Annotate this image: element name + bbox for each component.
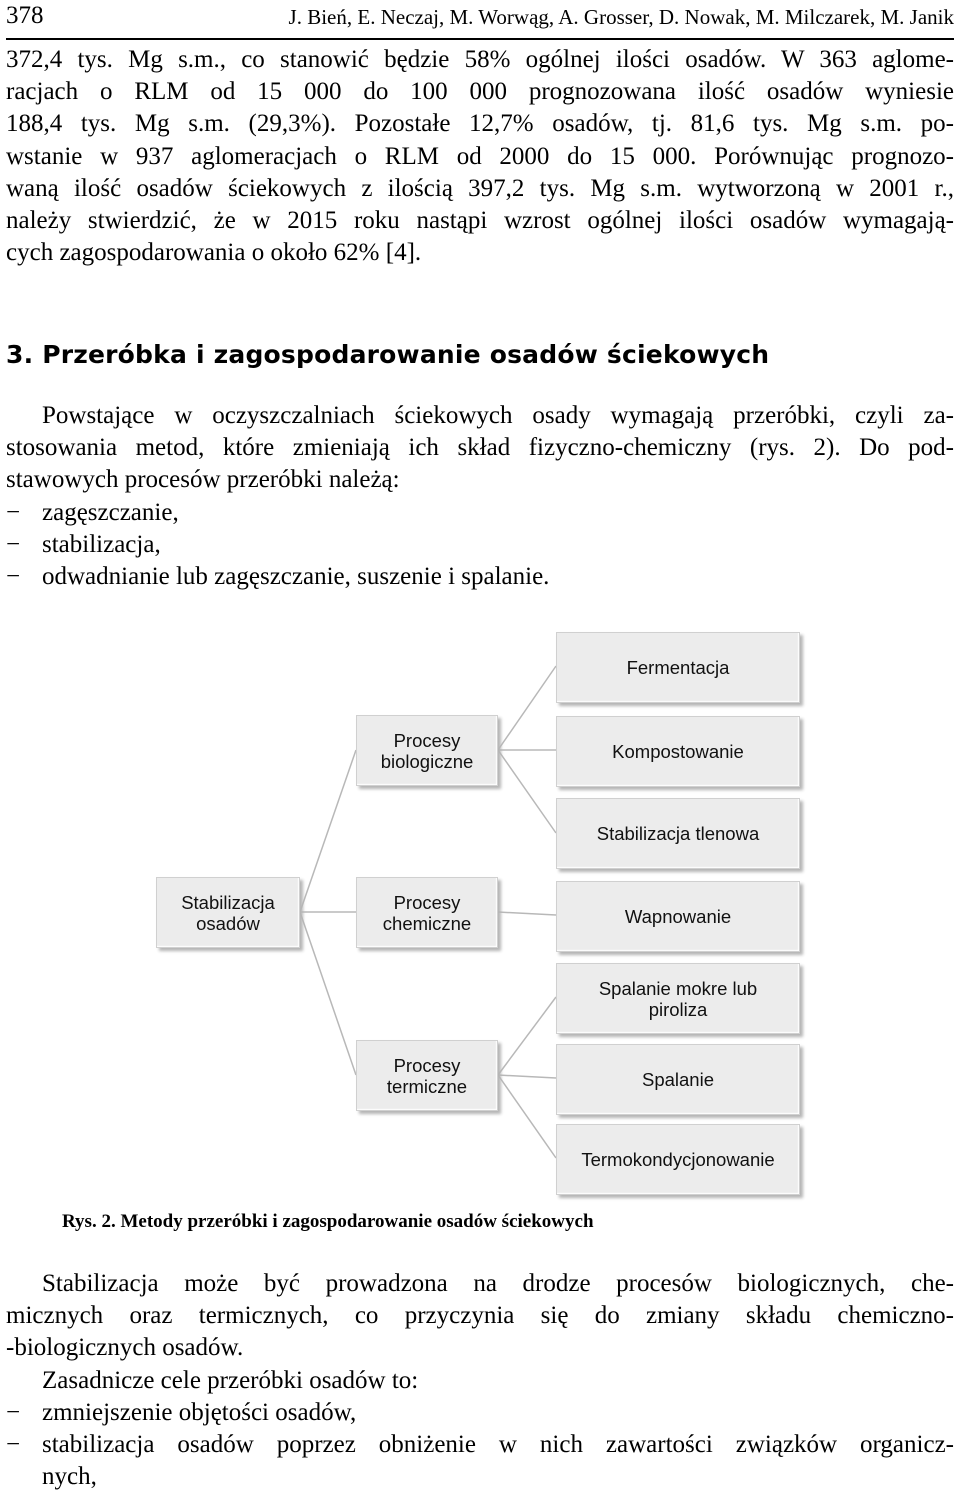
list-item <box>6 529 549 561</box>
text-line: należy stwierdzić, że w 2015 roku nastąpi wzrost ogólnej ilości osadów wymagają- <box>6 207 954 235</box>
connector-line <box>498 666 556 750</box>
node-termokondycjonowanie: Termokondycjonowanie <box>556 1124 800 1195</box>
text-line: Powstające w oczyszczalniach ściekowych osady wymagają przeróbki, czyli za- <box>42 402 954 429</box>
text-line: waną ilość osadów ściekowych z ilością 397,2 tys. Mg s.m. wytworzoną w 2001 r., <box>6 174 954 202</box>
list-indent <box>6 1461 42 1493</box>
text-line: wstanie w 937 aglomeracjach o RLM od 2000 do 15 000. Porównując prognozo- <box>6 142 954 170</box>
connector-line <box>300 750 356 912</box>
node-spalanie-mokre <box>556 963 800 1034</box>
text-line: 188,4 tys. Mg s.m. (29,3%). Pozostałe 12,7% osadów, tj. 81,6 tys. Mg s.m. po- <box>6 110 954 138</box>
paragraph-processing-intro <box>6 400 954 497</box>
list-item-text: zmniejszenie objętości osadów, <box>42 1399 357 1426</box>
text-line: stawowych procesów przeróbki należą: <box>6 466 400 494</box>
text-line: racjach o RLM od 15 000 do 100 000 prognozowana ilość osadów wyniesie <box>6 78 954 106</box>
dash-marker: − <box>6 499 21 526</box>
list-item-text: nych, <box>42 1463 97 1491</box>
node-spalanie: Spalanie <box>556 1044 800 1115</box>
list-item-text: stabilizacja, <box>42 531 161 559</box>
figure-caption: Rys. 2. Metody przeróbki i zagospodarowanie osadów ściekowych <box>62 1211 594 1232</box>
list-item <box>6 1429 954 1461</box>
connector-line <box>498 1075 556 1158</box>
connector-line <box>498 750 556 833</box>
connector-line <box>498 997 556 1075</box>
text-line: micznych oraz termicznych, co przyczynia się do zmiany składu chemiczno- <box>6 1302 954 1330</box>
processes-list <box>6 497 549 594</box>
text-line: Zasadnicze cele przeróbki osadów to: <box>42 1366 419 1394</box>
connector-line <box>498 1075 556 1078</box>
text-line: Stabilizacja może być prowadzona na drodze procesów biologicznych, che- <box>42 1270 954 1297</box>
node-kompostowanie: Kompostowanie <box>556 716 800 787</box>
list-item <box>6 497 549 529</box>
text-line: 372,4 tys. Mg s.m., co stanowić będzie 58% ogólnej ilości osadów. W 363 aglome- <box>6 46 954 73</box>
text-line: stosowania metod, które zmieniają ich skład fizyczno-chemiczny (rys. 2). Do pod- <box>6 434 954 462</box>
header-rule <box>6 38 954 40</box>
list-item <box>6 1397 954 1429</box>
dash-marker: − <box>6 531 21 559</box>
dash-marker: − <box>6 1431 21 1459</box>
section-heading: 3. Przeróbka i zagospodarowanie osadów ściekowych <box>6 340 770 369</box>
node-stabilizacja-tlenowa: Stabilizacja tlenowa <box>556 798 800 869</box>
list-item-text: odwadnianie lub zagęszczanie, suszenie i spalanie. <box>42 563 550 591</box>
list-item <box>6 561 549 593</box>
node-root: Stabilizacja osadów <box>156 877 300 948</box>
node-chemical: Procesy chemiczne <box>356 877 498 948</box>
paragraph-sludge-forecast <box>6 44 954 269</box>
node-biological: Procesy biologiczne <box>356 715 498 786</box>
text-line: cych zagospodarowania o około 62% [4]. <box>6 239 422 267</box>
running-header-authors: J. Bień, E. Neczaj, M. Worwąg, A. Grosser, D. Nowak, M. Milczarek, M. Janik <box>288 5 954 29</box>
stabilization-diagram <box>0 620 960 1200</box>
node-fermentacja: Fermentacja <box>556 632 800 703</box>
goals-list <box>6 1397 954 1494</box>
node-label: Spalanie mokre lub piroliza <box>598 977 758 1020</box>
text-line: -biologicznych osadów. <box>6 1334 244 1362</box>
list-item <box>6 1461 954 1493</box>
running-header <box>6 0 954 40</box>
list-item-text: zagęszczanie, <box>42 499 179 526</box>
node-wapnowanie: Wapnowanie <box>556 881 800 952</box>
page-number: 378 <box>6 2 44 29</box>
connector-line <box>300 912 356 1075</box>
dash-marker: − <box>6 563 21 591</box>
node-thermal: Procesy termiczne <box>356 1040 498 1111</box>
connector-line <box>498 912 556 915</box>
list-item-text: stabilizacja osadów poprzez obniżenie w nich zawartości związków organicz- <box>42 1431 954 1459</box>
paragraph-stabilization <box>6 1268 954 1397</box>
dash-marker: − <box>6 1399 21 1426</box>
